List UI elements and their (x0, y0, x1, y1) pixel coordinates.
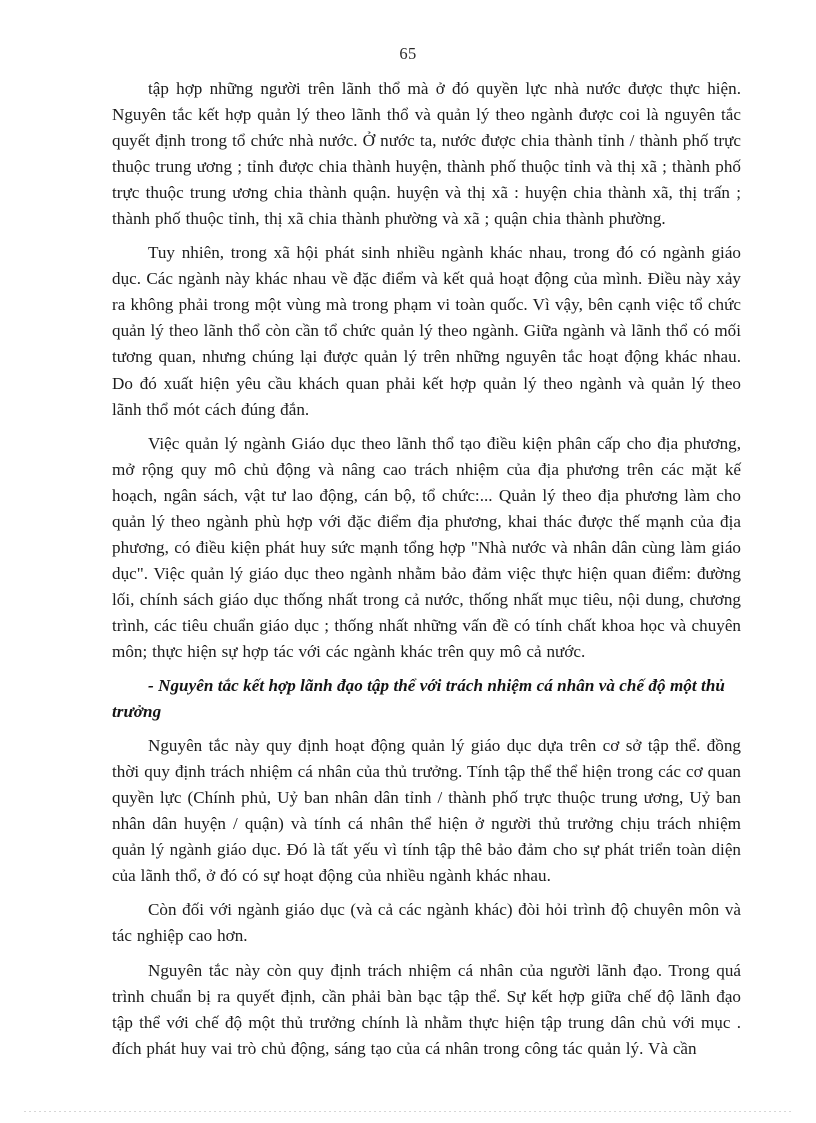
page-number: 65 (399, 44, 417, 63)
paragraph-3: Việc quản lý ngành Giáo dục theo lãnh thổ tạo điều kiện phân cấp cho địa phương, mở rộng quy mô chủ động và nâng cao trách nhiệm của địa phương trên các mặt kế hoạch, ngân sách, vật tư lao động, cán bộ, tổ chức:... Quản lý theo địa phương làm cho quản lý theo ngành phù hợp với đặc điểm địa phương, khai thác được thế mạnh của địa phương, có điều kiện phát huy sức mạnh tổng hợp "Nhà nước và nhân dân cùng làm giáo dục". Việc quản lý giáo dục theo ngành nhằm bảo đảm việc thực hiện quan điểm: đường lối, chính sách giáo dục thống nhất trong cả nước, thống nhất mục tiêu, nội dung, chương trình, các tiêu chuẩn giáo dục ; thống nhất những vấn đề có tính chất khoa học và chuyên môn; thực hiện sự hợp tác với các ngành khác trên quy mô cả nước. (112, 433, 741, 661)
section-heading: - Nguyên tắc kết hợp lãnh đạo tập thể với trách nhiệm cá nhân và chế độ một thủ trưởng (112, 676, 725, 722)
paragraph-2: Tuy nhiên, trong xã hội phát sinh nhiều ngành khác nhau, trong đó có ngành giáo dục. Các ngành này khác nhau về đặc điểm và kết quả hoạt động của mình. Điều này xảy ra không phải trong một vùng mà trong phạm vi toàn quốc. Vì vậy, bên cạnh việc tổ chức quản lý theo lãnh thổ còn cần tổ chức quản lý theo ngành. Giữa ngành và lãnh thổ có mối tương quan, nhưng chúng lại được quản lý trên những nguyên tắc hoạt động khác nhau. Do đó xuất hiện yêu cầu khách quan phải kết hợp quản lý theo ngành và quản lý theo lãnh thổ mót cách đúng đắn. (112, 243, 741, 419)
paragraph-1: tập hợp những người trên lãnh thổ mà ở đó quyền lực nhà nước được thực hiện. Nguyên tắc kết hợp quản lý theo lãnh thổ và quản lý theo ngành được coi là nguyên tắc quyết định trong tổ chức nhà nước. Ở nước ta, nước được chia thành tỉnh / thành phố trực thuộc trung ương ; tỉnh được chia thành huyện, thành phố thuộc tỉnh và thị xã ; thành phố trực thuộc trung ương chia thành quận. huyện và thị xã : huyện chia thành xã, thị trấn ; thành phố thuộc tỉnh, thị xã chia thành phường và xã ; quận chia thành phường. (112, 79, 741, 229)
paragraph-5: Còn đối với ngành giáo dục (và cả các ngành khác) đòi hỏi trình độ chuyên môn và tác nghiệp cao hơn. (112, 900, 741, 946)
page-text-block (112, 76, 741, 1062)
paragraph-6: Nguyên tắc này còn quy định trách nhiệm cá nhân của người lãnh đạo. Trong quá trình chuẩn bị ra quyết định, cần phải bàn bạc tập thể. Sự kết hợp giữa chế độ lãnh đạo tập thể với chế độ một thủ trưởng chính là nhằm thực hiện tập trung dân chủ với mục . đích phát huy vai trò chủ động, sáng tạo của cá nhân trong công tác quản lý. Và cần (112, 960, 741, 1058)
paragraph-4: Nguyên tắc này quy định hoạt động quản lý giáo dục dựa trên cơ sở tập thể. đồng thời quy định trách nhiệm cá nhân của thủ trưởng. Tính tập thể thể hiện trong các cơ quan quyền lực (Chính phủ, Uỷ ban nhân dân tỉnh / thành phố trực thuộc trung ương, Uỷ ban nhân dân huyện / quận) và tính cá nhân thể hiện ở người thủ trưởng chịu trách nhiệm quản lý ngành giáo dục. Đó là tất yếu vì tính tập thê bảo đảm cho sự phát triển toàn diện của lãnh thổ, ở đó có sự hoạt động của nhiều ngành khác nhau. (112, 736, 741, 886)
scan-artifact-line (24, 1111, 792, 1112)
